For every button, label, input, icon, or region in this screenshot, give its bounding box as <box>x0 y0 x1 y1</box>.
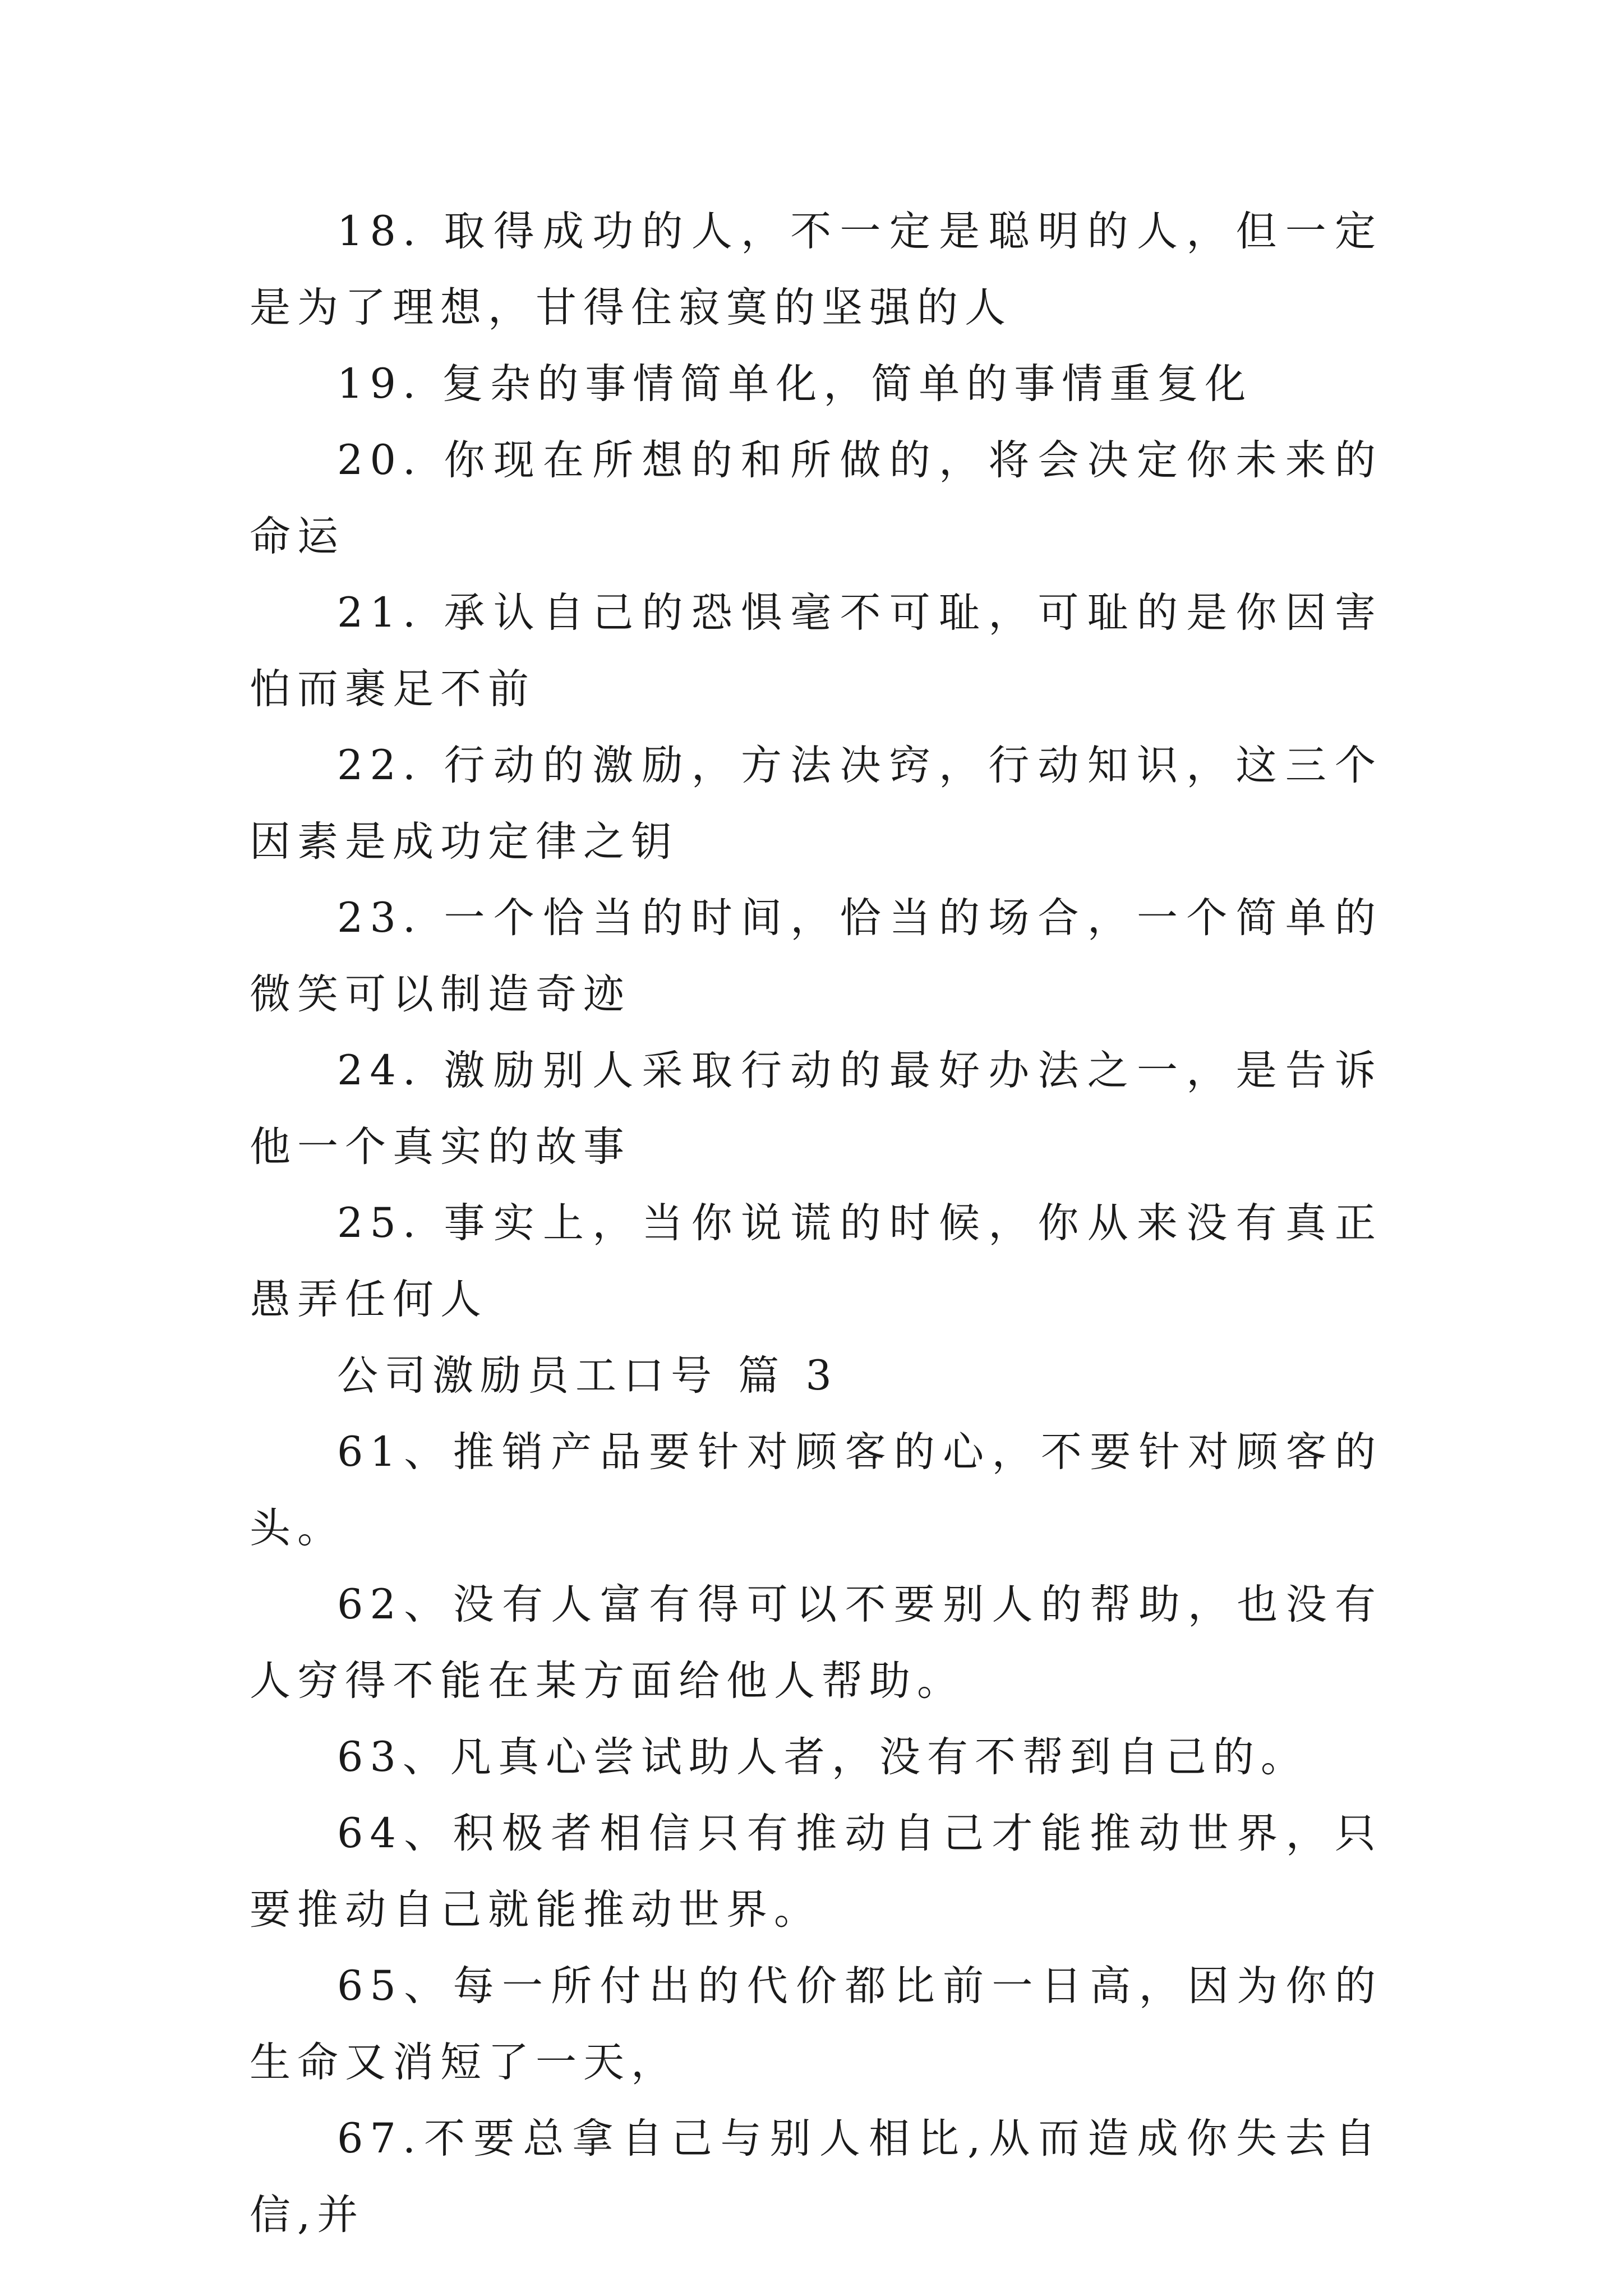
paragraph-65: 65、每一所付出的代价都比前一日高，因为你的生命又消短了一天， <box>250 1962 1382 2086</box>
document-body <box>250 194 1382 2253</box>
paragraph-64: 64、积极者相信只有推动自己才能推动世界，只要推动自己就能推动世界。 <box>250 1810 1382 1934</box>
paragraph-24: 24. 激励别人采取行动的最好办法之一，是告诉他一个真实的故事 <box>250 1047 1382 1171</box>
paragraph-25: 25. 事实上，当你说谎的时候，你从来没有真正愚弄任何人 <box>250 1199 1382 1323</box>
paragraph-20: 20. 你现在所想的和所做的，将会决定你未来的命运 <box>250 436 1382 560</box>
paragraph-18: 18. 取得成功的人，不一定是聪明的人，但一定是为了理想，甘得住寂寞的坚强的人 <box>250 208 1382 332</box>
section-heading: 公司激励员工口号 篇 3 <box>337 1352 838 1400</box>
paragraph-67: 67.不要总拿自己与别人相比,从而造成你失去自信,并 <box>250 2115 1382 2239</box>
paragraph-21: 21. 承认自己的恐惧毫不可耻，可耻的是你因害怕而裹足不前 <box>250 589 1382 713</box>
paragraph-19: 19. 复杂的事情简单化，简单的事情重复化 <box>337 360 1253 408</box>
paragraph-23: 23. 一个恰当的时间，恰当的场合，一个简单的微笑可以制造奇迹 <box>250 894 1382 1018</box>
paragraph-63: 63、凡真心尝试助人者，没有不帮到自己的。 <box>337 1733 1308 1781</box>
paragraph-61: 61、推销产品要针对顾客的心，不要针对顾客的头。 <box>250 1428 1382 1552</box>
paragraph-22: 22. 行动的激励，方法决窍，行动知识，这三个因素是成功定律之钥 <box>250 742 1382 866</box>
paragraph-62: 62、没有人富有得可以不要别人的帮助，也没有人穷得不能在某方面给他人帮助。 <box>250 1581 1382 1705</box>
